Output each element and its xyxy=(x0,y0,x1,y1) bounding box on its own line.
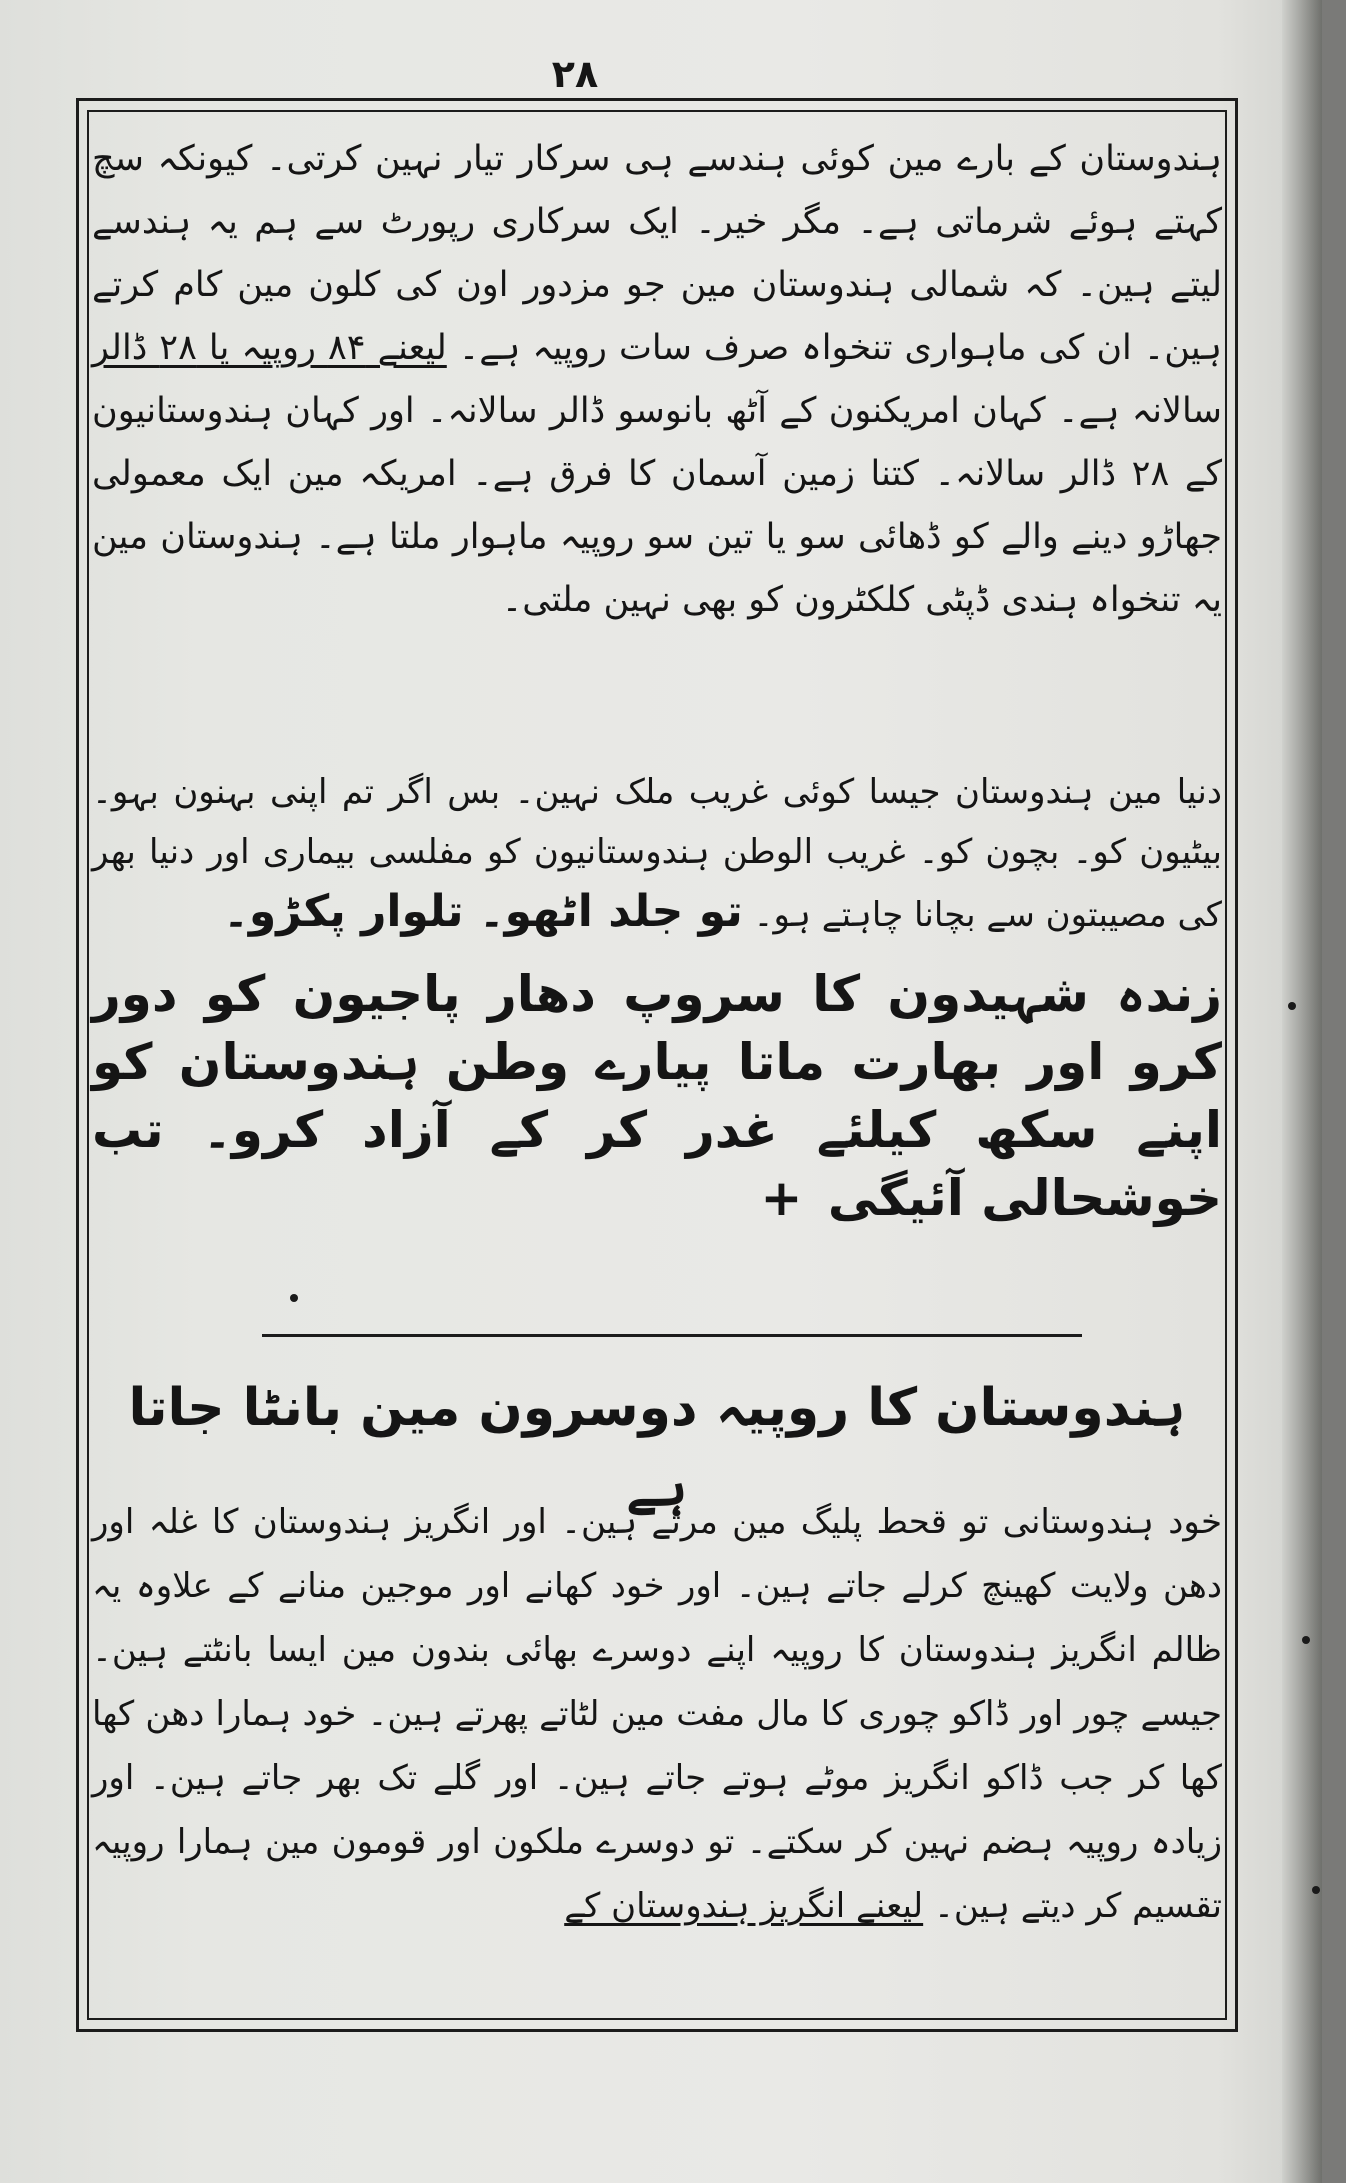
ink-speck xyxy=(1288,1002,1296,1010)
paragraph-wages-text-2: سالانہ ہے۔ کہان امریکنون کے آٹھ بانوسو ڈالر سالانہ۔ اور کہان ہندوستانیون کے ۲۸ ڈالر سالانہ۔ کتنا زمین آسمان کا فرق ہے۔ امریکہ مین ایک معمولی جھاڑو دینے والے کو ڈھائی سو یا تین سو روپیہ ماہوار ملتا ہے۔ ہندوستان مین یہ تنخواہ ہندی ڈپٹی کلکٹرون کو بھی نہین ملتی۔ xyxy=(92,391,1222,620)
paragraph-wages-text-1: ہندوستان کے بارے مین کوئی ہندسے ہی سرکار تیار نہین کرتی۔ کیونکہ سچ کہتے ہوئے شرماتی ہے۔ مگر خیر۔ ایک سرکاری رپورٹ سے ہم یہ ہندسے لیتے ہین۔ کہ شمالی ہندوستان مین جو مزدور اون کی کلون مین کام کرتے ہین۔ ان کی ماہواری تنخواہ صرف سات روپیہ ہے۔ xyxy=(92,139,1222,368)
paragraph-wealth-underlined: لیعنے انگریز ہندوستان کے xyxy=(564,1886,924,1926)
ink-speck xyxy=(1302,1636,1310,1644)
book-spine xyxy=(1282,0,1322,2183)
paragraph-wealth xyxy=(92,1490,1222,2020)
paragraph-poverty-emphasis: تو جلد اٹھو۔ تلوار پکڑو۔ xyxy=(223,886,743,937)
paragraph-wages xyxy=(92,128,1222,760)
call-to-action-text: زندہ شہیدون کا سروپ دھار پاجیون کو دور کرو اور بھارت ماتا پیارے وطن ہندوستان کو اپنے سکھ کیلئے غدر کر کے آزاد کرو۔ تب خوشحالی آئیگی xyxy=(92,965,1222,1227)
ink-speck xyxy=(290,1294,298,1302)
section-divider xyxy=(262,1334,1082,1337)
section-heading: ہندوستان کا روپیہ دوسرون مین بانٹا جاتا ہے xyxy=(128,1378,1186,1518)
paragraph-wages-underlined: لیعنے ۸۴ روپیہ یا ۲۸ ڈالر xyxy=(92,328,447,368)
paragraph-poverty xyxy=(92,762,1222,950)
cross-mark: + xyxy=(760,1169,803,1227)
call-to-action xyxy=(92,960,1222,1320)
page-number: ۲۸ xyxy=(551,52,599,96)
paragraph-poverty-text: دنیا مین ہندوستان جیسا کوئی غریب ملک نہین۔ بس اگر تم اپنی بہنون بہو۔ بیٹیون کو۔ بچون کو۔ غریب الوطن ہندوستانیون کو مفلسی بیماری اور دنیا بھر کی مصیبتون سے بچانا چاہتے ہو۔ xyxy=(92,772,1222,935)
ink-speck xyxy=(1312,1886,1320,1894)
paragraph-wealth-text: خود ہندوستانی تو قحط پلیگ مین مرتے ہین۔ اور انگریز ہندوستان کا غلہ اور دھن ولایت کھینچ کرلے جاتے ہین۔ اور خود کھانے اور موجین منانے کے علاوہ یہ ظالم انگریز ہندوستان کا روپیہ اپنے دوسرے بھائی بندون مین ایسا بانٹتے ہین۔ جیسے چور اور ڈاکو چوری کا مال مفت مین لٹاتے پھرتے ہین۔ خود ہمارا دھن کھا کھا کر جب ڈاکو انگریز موٹے ہوتے جاتے ہین۔ اور گلے تک بھر جاتے ہین۔ اور زیادہ روپیہ ہضم نہین کر سکتے۔ تو دوسرے ملکون اور قومون مین ہمارا روپیہ تقسیم کر دیتے ہین۔ xyxy=(92,1502,1222,1926)
